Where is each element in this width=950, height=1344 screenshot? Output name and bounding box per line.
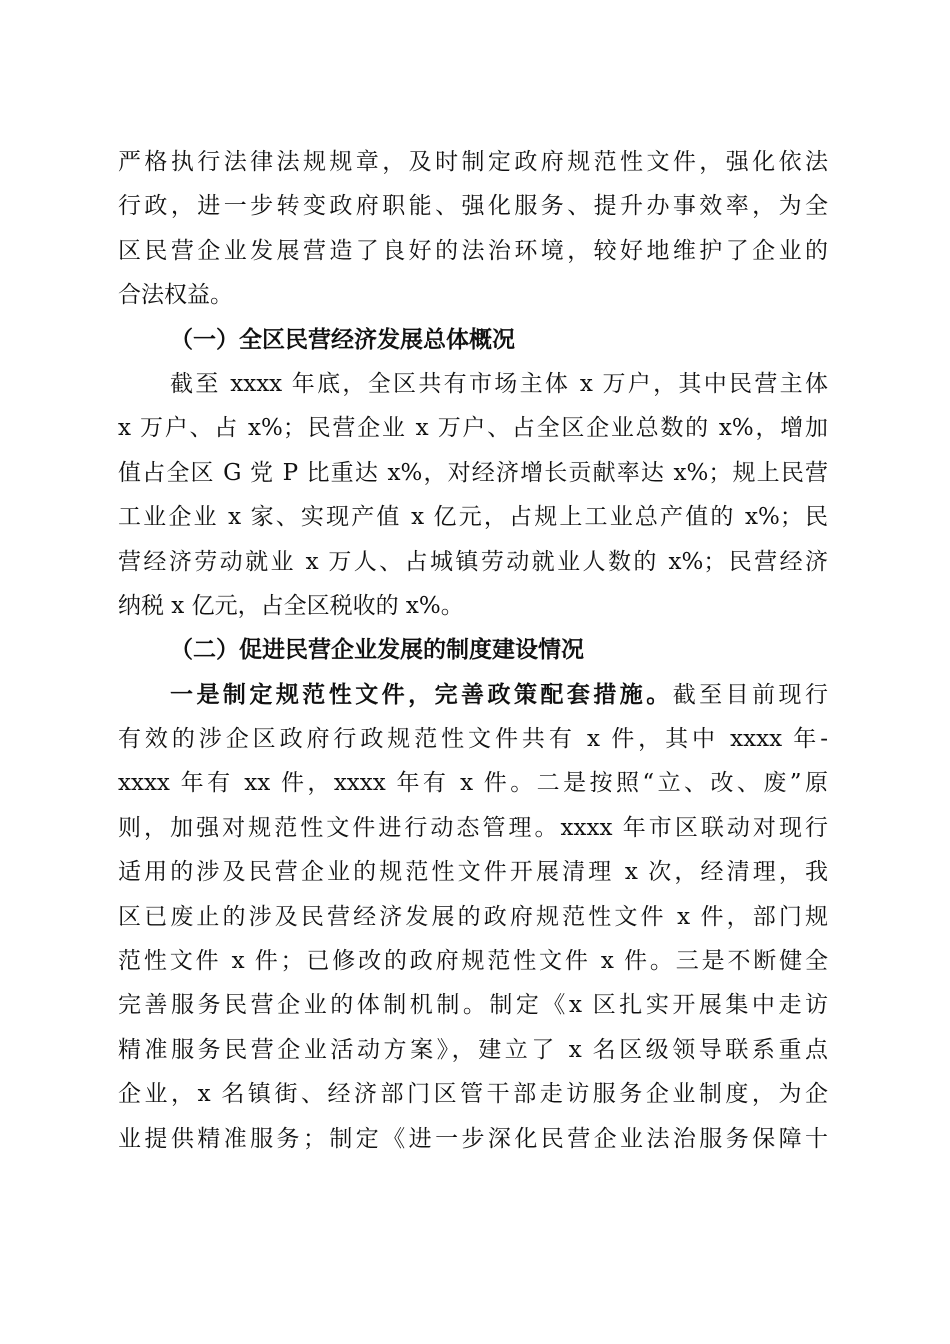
text-line: 营经济劳动就业 x 万人、占城镇劳动就业人数的 x%；民营经济	[118, 548, 828, 575]
section-heading-1: （一）全区民营经济发展总体概况	[170, 325, 515, 353]
text-line: x 万户、占 x%；民营企业 x 万户、占全区企业总数的 x%，增加	[118, 415, 828, 442]
section-heading-2: （二）促进民营企业发展的制度建设情况	[170, 636, 584, 664]
text-line: 有效的涉企区政府行政规范性文件共有 x 件，其中 xxxx 年-	[118, 726, 828, 753]
text-line: 区已废止的涉及民营经济发展的政府规范性文件 x 件，部门规	[118, 903, 828, 930]
text-line-with-bold-lead	[118, 673, 828, 717]
text-line: 范性文件 x 件；已修改的政府规范性文件 x 件。三是不断健全	[118, 948, 828, 975]
text-line: 则，加强对规范性文件进行动态管理。xxxx 年市区联动对现行	[118, 814, 828, 841]
text-line: 适用的涉及民营企业的规范性文件开展清理 x 次，经清理，我	[118, 859, 828, 886]
text-line: 行政，进一步转变政府职能、强化服务、提升办事效率，为全	[118, 193, 828, 220]
text-line: 完善服务民营企业的体制机制。制定《x 区扎实开展集中走访	[118, 992, 828, 1019]
text-line: 严格执行法律法规规章，及时制定政府规范性文件，强化依法	[118, 149, 828, 175]
text-line: 企业，x 名镇街、经济部门区管干部走访服务企业制度，为企	[118, 1081, 828, 1108]
text-line: 区民营企业发展营造了良好的法治环境，较好地维护了企业的	[118, 237, 828, 264]
text-line: 截至 xxxx 年底，全区共有市场主体 x 万户，其中民营主体	[170, 370, 828, 397]
text-line: 纳税 x 亿元，占全区税收的 x%。	[118, 592, 464, 619]
text-line: xxxx 年有 xx 件，xxxx 年有 x 件。二是按照“立、改、废”原	[118, 770, 828, 797]
text-line: 合法权益。	[118, 282, 233, 309]
document-body	[118, 140, 828, 1161]
bold-lead-phrase: 一是制定规范性文件，完善政策配套措施。	[170, 680, 673, 708]
text-line: 工业企业 x 家、实现产值 x 亿元，占规上工业总产值的 x%；民	[118, 504, 828, 531]
text-line: 业提供精准服务；制定《进一步深化民营企业法治服务保障十	[118, 1125, 828, 1152]
text-line: 值占全区 G 党 P 比重达 x%，对经济增长贡献率达 x%；规上民营	[118, 459, 828, 486]
text-run: 截至目前现行	[672, 681, 828, 708]
text-line: 精准服务民营企业活动方案》，建立了 x 名区级领导联系重点	[118, 1036, 828, 1063]
